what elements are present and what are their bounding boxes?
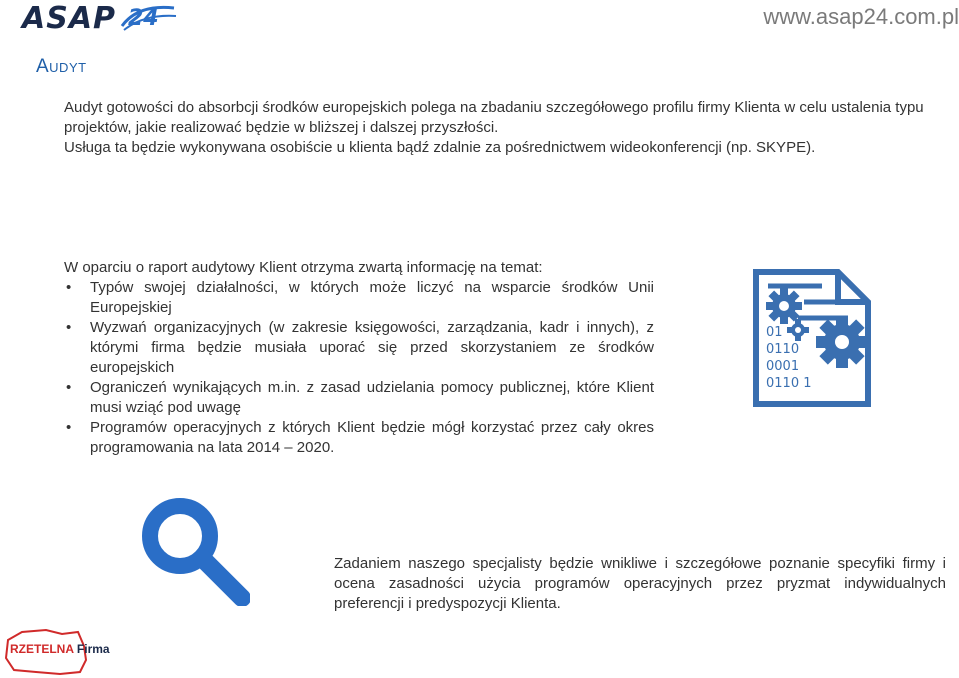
asap24-logo — [22, 2, 172, 36]
magnifier-icon — [140, 496, 250, 606]
intro-line-1: Audyt gotowości do absorbcji środków europejskich polega na zbadaniu szczegółowego profilu firmy Klienta w celu ustalenia typu — [64, 99, 924, 116]
intro-line-2: projektów, jakie realizować będzie w bliższej i dalszej przyszłości. — [64, 119, 499, 136]
binary-line: 0110 1 — [766, 376, 812, 391]
document-gears-icon — [752, 268, 872, 408]
summary-text: Zadaniem naszego specjalisty będzie wnikliwe i szczegółowe poznanie specyfiki firmy i ocena zasadności użycia programów operacyjnych przez pryzmat indywidualnych preferencji i predyspozycji Klienta. — [334, 555, 946, 612]
binary-line: 01 — [766, 325, 783, 340]
intro-line-3: Usługa ta będzie wykonywana osobiście u klienta bądź zdalnie za pośrednictwem wideokonferencji (np. SKYPE). — [64, 139, 816, 156]
list-item: • Typów swojej działalności, w których może liczyć na wsparcie środków Unii Europejskiej — [64, 278, 654, 318]
binary-line: 0001 — [766, 359, 800, 374]
report-lead: W oparciu o raport audytowy Klient otrzyma zwartą informację na temat: — [64, 259, 543, 276]
rzetelna-firma-badge — [0, 628, 110, 676]
logo-number: 24 — [128, 6, 159, 31]
badge-text — [10, 642, 110, 656]
badge-word-firma: Firma — [76, 642, 110, 656]
list-item: • Programów operacyjnych z których Klient będzie mógł korzystać przez cały okres programowania na lata 2014 – 2020. — [64, 418, 654, 458]
section-title: Audyt — [36, 56, 87, 77]
report-block — [64, 258, 654, 458]
logo-text: ASAP — [22, 1, 117, 36]
binary-lines — [766, 324, 812, 392]
binary-line: 0110 — [766, 342, 800, 357]
list-item: • Wyzwań organizacyjnych (w zakresie księgowości, zarządzania, kadr i innych), z którymi firma będzie musiała uporać się przed skorzystaniem ze środków europejskich — [64, 318, 654, 378]
badge-word-rzetelna: RZETELNA — [10, 642, 74, 656]
report-list — [64, 278, 654, 458]
list-item: • Ograniczeń wynikających m.in. z zasad udzielania pomocy publicznej, które Klient musi wziąć pod uwagę — [64, 378, 654, 418]
site-url[interactable]: www.asap24.com.pl — [763, 4, 959, 29]
